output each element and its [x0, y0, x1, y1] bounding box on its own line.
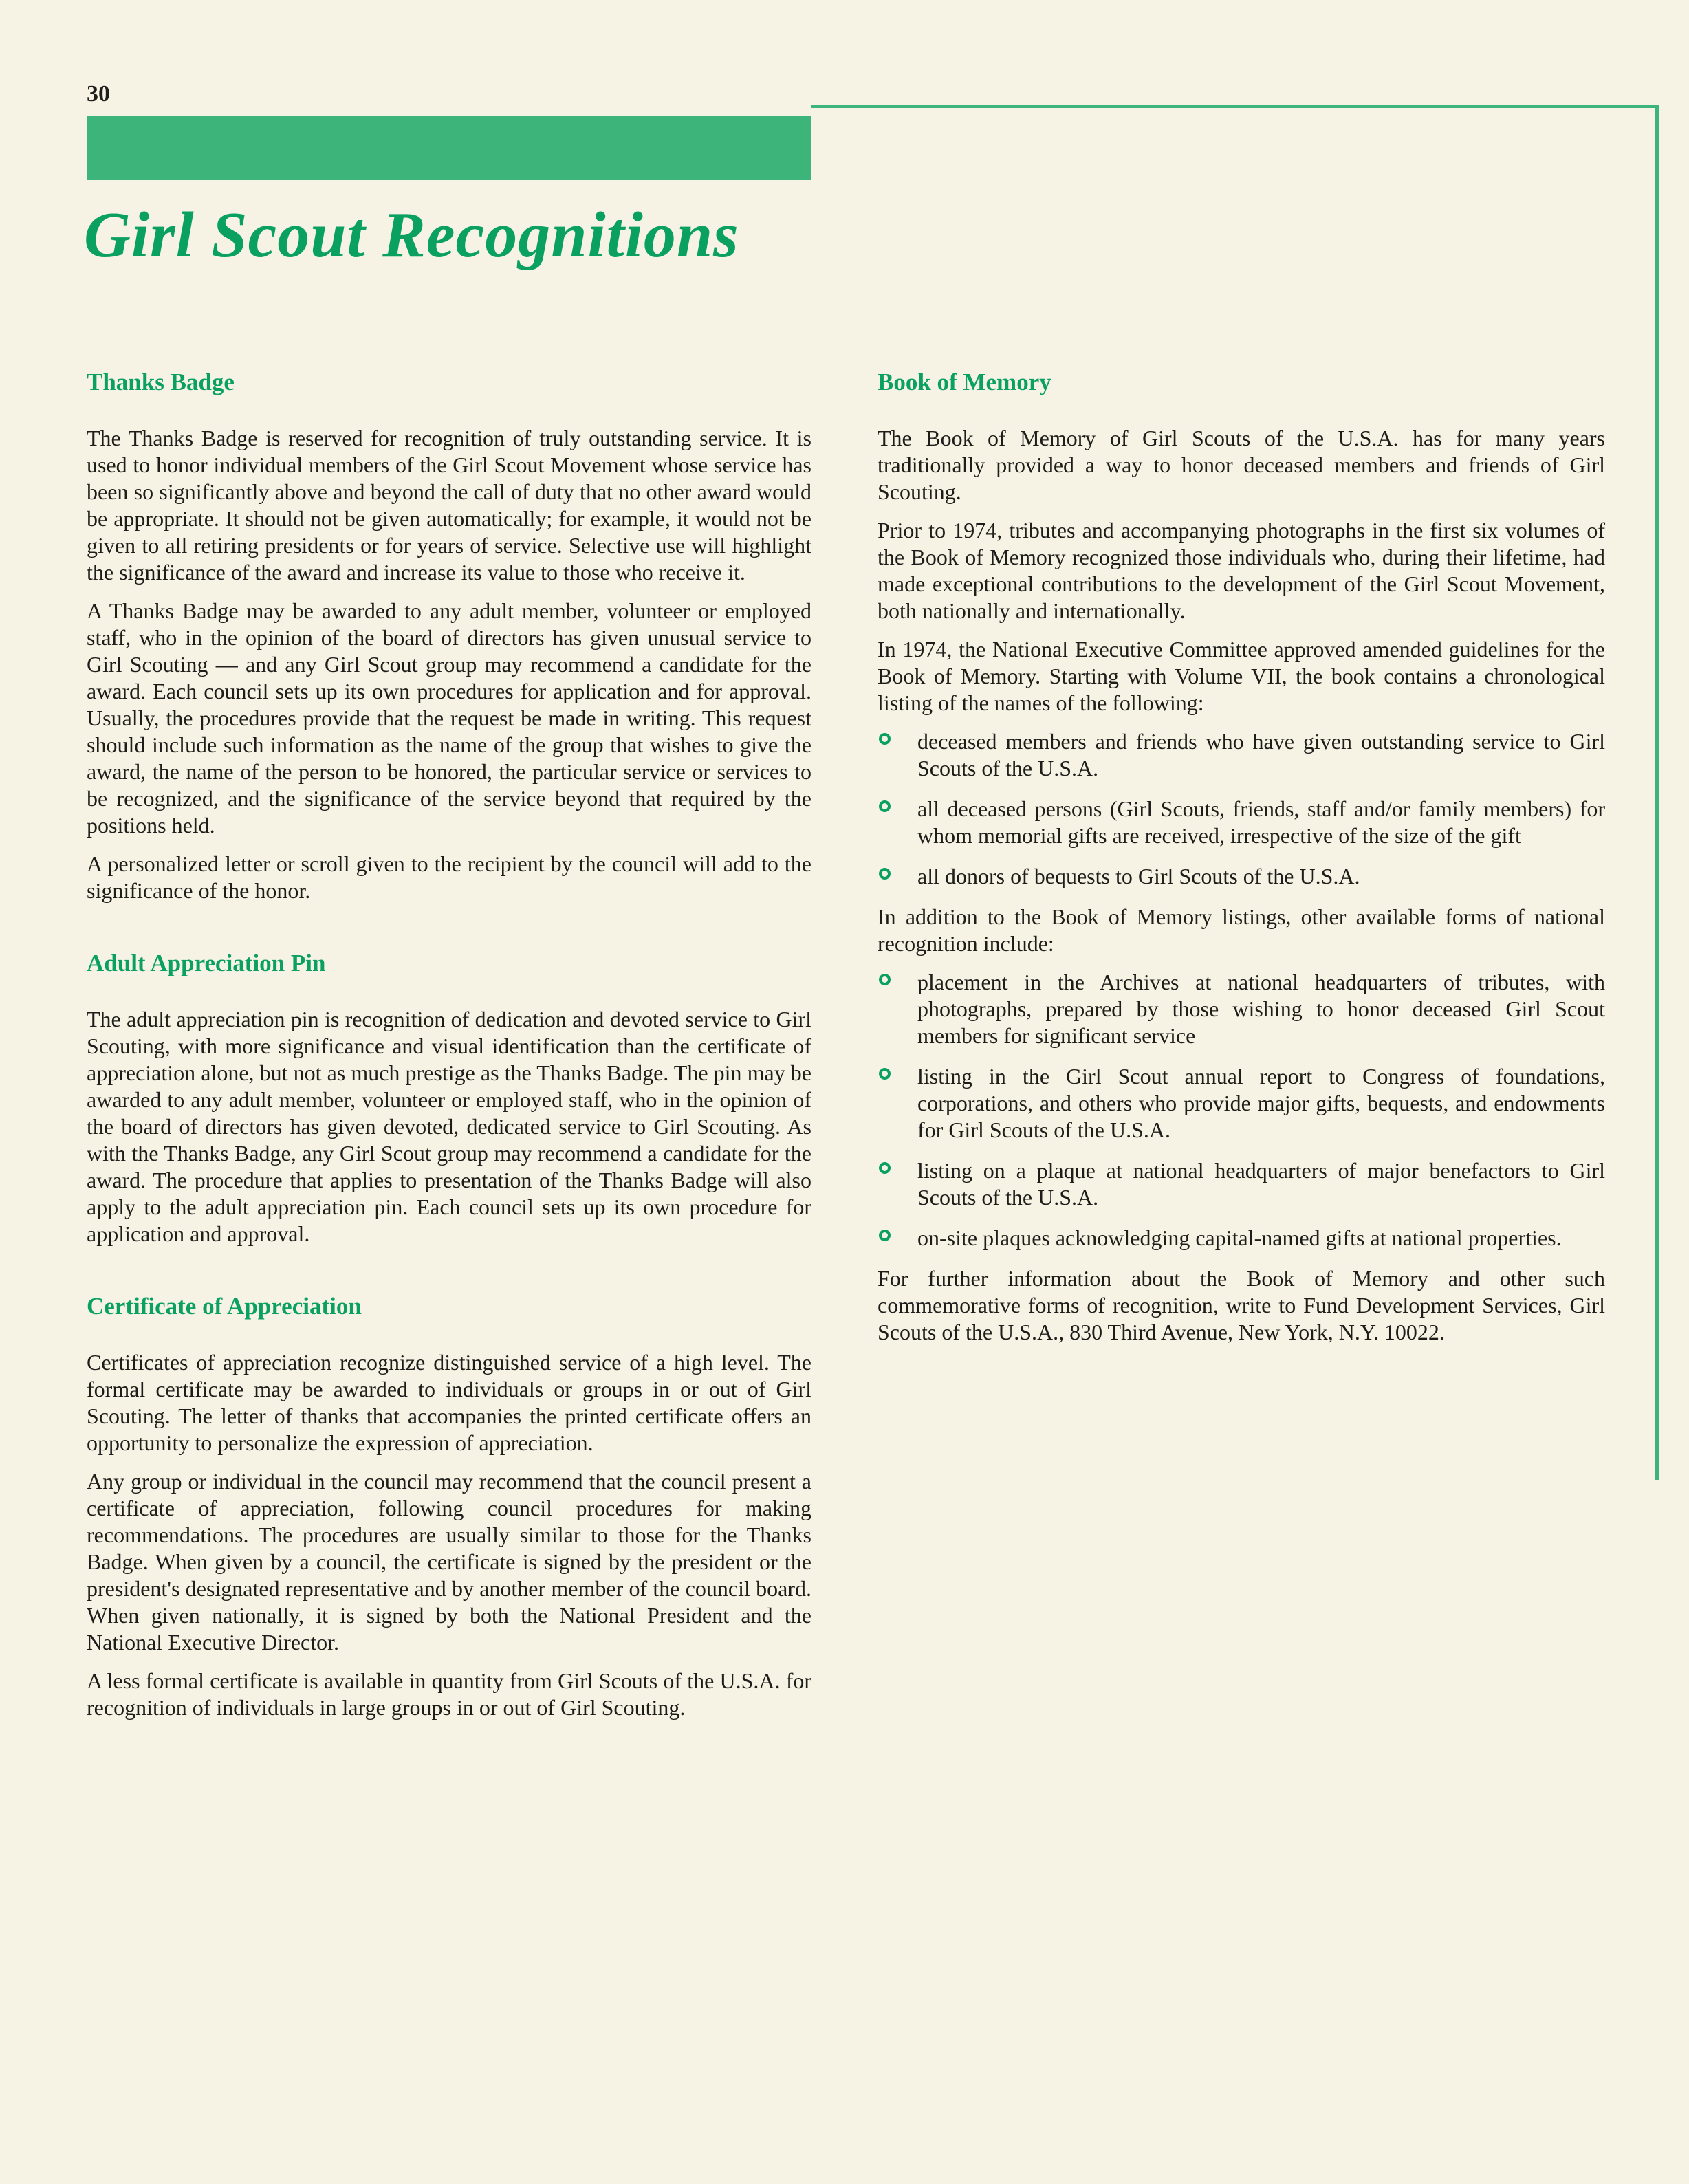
section-right-0 — [878, 369, 1605, 1346]
paragraph: A less formal certificate is available in quantity from Girl Scouts of the U.S.A. for recognition of individuals in large groups in or out of Girl Scouting. — [87, 1668, 811, 1720]
page-number: 30 — [87, 81, 110, 107]
section-heading: Book of Memory — [878, 369, 1051, 395]
paragraph: Any group or individual in the council may recommend that the council present a certificate of appreciation, following council procedures for making recommendations. The procedures are usually similar to those for the Thanks Badge. When given by a council, the certificate is signed by the president or the president's designated representative and by another member of the council board. When given nationally, it is signed by both the National President and the National Executive Director. — [87, 1469, 811, 1655]
title-green-bar — [87, 116, 811, 180]
circle-bullet-icon — [879, 1068, 891, 1080]
paragraph: Certificates of appreciation recognize distinguished service of a high level. The formal certificate may be awarded to individuals or groups in or out of Girl Scouting. The letter of thanks that accompanies the printed certificate offers an opportunity to personalize the expression of appreciation. — [87, 1350, 811, 1455]
bullet-list — [878, 969, 1605, 1252]
left-column — [87, 369, 811, 1733]
circle-bullet-icon — [879, 1162, 891, 1174]
circle-bullet-icon — [879, 868, 891, 880]
bullet-item — [878, 796, 1605, 849]
top-horizontal-rule — [811, 105, 1659, 108]
section-heading: Adult Appreciation Pin — [87, 950, 326, 976]
bullet-item — [878, 1063, 1605, 1144]
circle-bullet-icon — [879, 974, 891, 985]
paragraph: Prior to 1974, tributes and accompanying photographs in the first six volumes of the Book of Memory recognized those individuals who, during their lifetime, had made exceptional contributions to the development of the Girl Scout Movement, both nationally and internationally. — [878, 518, 1605, 623]
bullet-item — [878, 728, 1605, 782]
bullet-text: all deceased persons (Girl Scouts, friends, staff and/or family members) for whom memorial gifts are received, irrespective of the size of the gift — [917, 796, 1605, 848]
paragraph: A Thanks Badge may be awarded to any adult member, volunteer or employed staff, who in the opinion of the board of directors has given unusual service to Girl Scouting — and any Girl Scout group may recommend a candidate for the award. Each council sets up its own procedures for application and for approval. Usually, the procedures provide that the request be made in writing. This request should include such information as the name of the group that wishes to give the award, the name of the person to be honored, the particular service or services to be recognized, and the significance of the service beyond that required by the positions held. — [87, 598, 811, 838]
circle-bullet-icon — [879, 800, 891, 812]
circle-bullet-icon — [879, 1230, 891, 1241]
bullet-text: listing on a plaque at national headquarters of major benefactors to Girl Scouts of the U.S.A. — [917, 1158, 1605, 1210]
bullet-text: deceased members and friends who have given outstanding service to Girl Scouts of the U.S.A. — [917, 729, 1605, 780]
paragraph: For further information about the Book of Memory and other such commemorative forms of recognition, write to Fund Development Services, Girl Scouts of the U.S.A., 830 Third Avenue, New York, N.Y. 10022. — [878, 1266, 1605, 1344]
right-vertical-rule — [1655, 105, 1659, 1480]
bullet-text: all donors of bequests to Girl Scouts of the U.S.A. — [917, 864, 1360, 888]
bullet-list — [878, 728, 1605, 890]
bullet-text: on-site plaques acknowledging capital-named gifts at national properties. — [917, 1225, 1562, 1250]
paragraph: The Thanks Badge is reserved for recognition of truly outstanding service. It is used to honor individual members of the Girl Scout Movement whose service has been so significantly above and beyond the call of duty that no other award would be appropriate. It should not be given automatically; for example, it would not be given to all retiring presidents or for years of service. Selective use will highlight the significance of the award and increase its value to those who receive it. — [87, 426, 811, 585]
section-heading: Certificate of Appreciation — [87, 1293, 362, 1320]
bullet-item — [878, 1225, 1605, 1252]
bullet-item — [878, 863, 1605, 890]
paragraph: The adult appreciation pin is recognition of dedication and devoted service to Girl Scouting, with more significance and visual identification than the certificate of appreciation alone, but not as much prestige as the Thanks Badge. The pin may be awarded to any adult member, volunteer or employed staff, who in the opinion of the board of directors has given devoted, dedicated service to Girl Scouting. As with the Thanks Badge, any Girl Scout group may recommend a candidate for the award. The procedure that applies to presentation of the Thanks Badge will also apply to the adult appreciation pin. Each council sets up its own procedure for application and approval. — [87, 1007, 811, 1246]
paragraph: In addition to the Book of Memory listings, other available forms of national recognition include: — [878, 904, 1605, 956]
page-title: Girl Scout Recognitions — [84, 199, 739, 271]
bullet-text: listing in the Girl Scout annual report to Congress of foundations, corporations, and others who provide major gifts, bequests, and endowments for Girl Scouts of the U.S.A. — [917, 1064, 1605, 1142]
right-column — [878, 369, 1605, 1357]
bullet-item — [878, 969, 1605, 1049]
section-heading: Thanks Badge — [87, 369, 235, 395]
paragraph: The Book of Memory of Girl Scouts of the U.S.A. has for many years traditionally provided a way to honor deceased members and friends of Girl Scouting. — [878, 426, 1605, 504]
paragraph: A personalized letter or scroll given to the recipient by the council will add to the significance of the honor. — [87, 851, 811, 903]
bullet-text: placement in the Archives at national headquarters of tributes, with photographs, prepared by those wishing to honor deceased Girl Scout members for significant service — [917, 970, 1605, 1048]
section-left-0 — [87, 369, 811, 904]
section-left-2 — [87, 1293, 811, 1721]
circle-bullet-icon — [879, 733, 891, 745]
paragraph: In 1974, the National Executive Committee approved amended guidelines for the Book of Memory. Starting with Volume VII, the book contains a chronological listing of the names of the following: — [878, 637, 1605, 715]
section-left-1 — [87, 950, 811, 1247]
bullet-item — [878, 1157, 1605, 1211]
